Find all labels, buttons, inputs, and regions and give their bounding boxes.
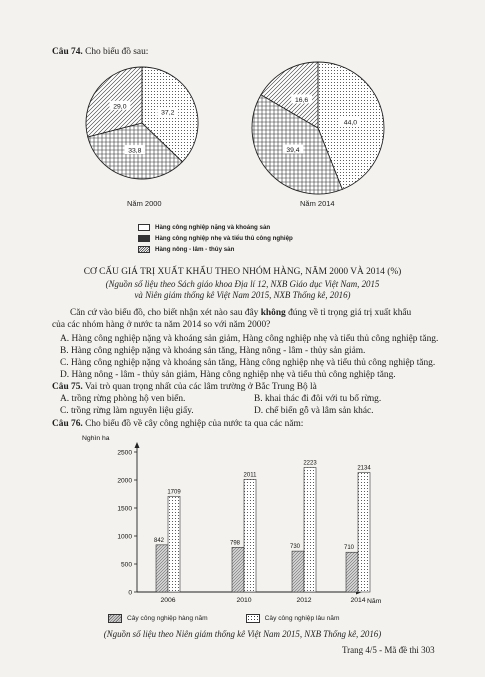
chart-source-line-1: (Nguồn số liệu theo Sách giáo khoa Địa lí 12, NXB Giáo dục Việt Nam, 2015 (105, 279, 380, 289)
q75-option-a[interactable]: A. trồng rừng phòng hộ ven biển. (60, 394, 186, 404)
legend-label-annual: Cây công nghiệp hàng năm (127, 615, 208, 622)
pie-chart-2014 (252, 62, 384, 194)
q75-option-b[interactable]: B. khai thác đi đôi với tu bổ rừng. (254, 394, 382, 404)
pie-2000-year-label: Năm 2000 (127, 199, 162, 208)
q74-option-d[interactable]: D. Hàng nông - lâm - thủy sản giảm, Hàng công nghiệp nhẹ và tiểu thủ công nghiệp tăng. (60, 370, 396, 380)
pie-2000-label-heavy-industry: 37,2 (161, 109, 175, 117)
q74-option-a[interactable]: A. Hàng công nghiệp nặng và khoáng sản giảm, Hàng công nghiệp nhẹ và tiểu thủ công nghiệp tăng. (60, 334, 439, 344)
bar-annual-2010 (232, 547, 244, 592)
question-76-header (52, 418, 303, 430)
pie-2014-label-light-industry: 39,4 (286, 147, 300, 155)
stem-emphasis: không (260, 308, 286, 318)
y-tick-label: 0 (128, 589, 132, 597)
chart-title: CƠ CẤU GIÁ TRỊ XUẤT KHẨU THEO NHÓM HÀNG, NĂM 2000 VÀ 2014 (%) (83, 267, 402, 277)
pie-2014-label-heavy-industry: 44,0 (343, 119, 358, 127)
legend-item-heavy-industry (138, 222, 293, 233)
bar-label-annual-2006: 842 (153, 537, 165, 544)
y-axis-label: Nghìn ha (82, 435, 110, 442)
pie-chart-2000 (86, 67, 198, 179)
legend-label: Hàng công nghiệp nặng và khoáng sản (155, 224, 271, 231)
question-74-stem-line-2: của các nhóm hàng ở nước ta năm 2014 so với năm 2000? (52, 320, 271, 330)
q74-option-c[interactable]: C. Hàng công nghiệp nặng và khoáng sản tăng, Hàng công nghiệp nhẹ và tiểu thủ công nghiệp tăng. (60, 358, 436, 368)
question-74-prompt: Cho biểu đồ sau: (85, 47, 149, 57)
q75-option-c[interactable]: C. trồng rừng làm nguyên liệu giấy. (60, 406, 194, 416)
legend-swatch-annual (108, 614, 122, 623)
legend-swatch-diagonal (138, 246, 150, 253)
x-tick-label-2012: 2012 (296, 597, 312, 604)
question-74-label: Câu 74. (52, 47, 83, 57)
y-tick-label: 2500 (117, 449, 132, 457)
bar-legend (108, 614, 339, 623)
y-tick-label: 1000 (117, 533, 132, 541)
question-75-label: Câu 75. (52, 382, 83, 392)
bar-chart (60, 430, 390, 610)
q75-option-d[interactable]: D. chế biến gỗ và lâm sản khác. (254, 406, 374, 416)
bar-perennial-2010 (244, 479, 256, 592)
question-74-header (52, 46, 148, 58)
y-tick-label: 2000 (117, 477, 132, 485)
stem-text: đúng về tỉ trọng giá trị xuất khẩu (288, 308, 412, 318)
q74-option-b[interactable]: B. Hàng công nghiệp nặng và khoáng sản tăng, Hàng nông - lâm - thủy sản giảm. (60, 346, 366, 356)
legend-swatch-cross (138, 235, 150, 242)
bar-label-annual-2014: 710 (343, 545, 355, 552)
x-tick-label-2010: 2010 (236, 597, 252, 604)
y-tick-label: 1500 (117, 505, 132, 513)
bar-label-annual-2010: 798 (229, 540, 241, 547)
x-axis-label: Năm (367, 598, 382, 605)
legend-item-agro-forestry-fishery (138, 244, 293, 255)
bar-label-perennial-2014: 2134 (357, 465, 371, 472)
bar-annual-2006 (156, 545, 168, 592)
x-tick-label-2006: 2006 (160, 597, 176, 604)
bar-label-annual-2012: 730 (289, 544, 301, 551)
bar-label-perennial-2006: 1709 (167, 489, 181, 496)
pie-2000-label-agro-forestry-fishery: 29,0 (113, 103, 127, 111)
legend-label: Hàng nông - lâm - thủy sản (155, 246, 235, 253)
bar-chart-source: (Nguồn số liệu theo Niên giám thống kê Việt Nam 2015, NXB Thống kê, 2016) (103, 629, 382, 639)
question-76-label: Câu 76. (52, 419, 83, 429)
bar-label-perennial-2010: 2011 (243, 472, 257, 479)
pie-legend (138, 222, 293, 255)
chart-source-line-2: và Niên giám thống kê Việt Nam 2015, NXB Thống kê, 2016) (134, 290, 351, 300)
pie-2014-year-label: Năm 2014 (300, 199, 335, 208)
y-tick-label: 500 (120, 561, 132, 569)
bar-label-perennial-2012: 2223 (303, 460, 317, 467)
bar-perennial-2012 (304, 468, 316, 592)
legend-item-light-industry (138, 233, 293, 244)
legend-label-perennial: Cây công nghiệp lâu năm (264, 615, 340, 622)
stem-text: Căn cứ vào biểu đồ, cho biết nhận xét nào sau đây (70, 308, 259, 318)
y-axis-arrow (135, 442, 140, 448)
legend-label: Hàng công nghiệp nhẹ và tiểu thủ công nghiệp (155, 235, 293, 242)
bar-perennial-2014 (358, 472, 370, 592)
question-75-header (52, 381, 317, 393)
page-footer: Trang 4/5 - Mã đề thi 303 (342, 645, 435, 655)
legend-swatch-perennial (246, 614, 260, 623)
bar-annual-2014 (346, 552, 358, 592)
x-tick-label-2014: 2014 (350, 597, 366, 604)
question-76-prompt: Cho biểu đồ về cây công nghiệp của nước ta qua các năm: (85, 419, 304, 429)
pie-charts (60, 60, 430, 200)
question-75-prompt: Vai trò quan trọng nhất của các lâm trường ở Bắc Trung Bộ là (84, 382, 317, 392)
pie-2014-label-agro-forestry-fishery: 16,6 (294, 96, 309, 104)
bar-perennial-2006 (168, 496, 180, 592)
legend-swatch-dots (138, 224, 150, 231)
bar-annual-2012 (292, 551, 304, 592)
pie-2000-label-light-industry: 33,8 (128, 147, 142, 155)
question-74-stem-line-1 (70, 307, 411, 319)
